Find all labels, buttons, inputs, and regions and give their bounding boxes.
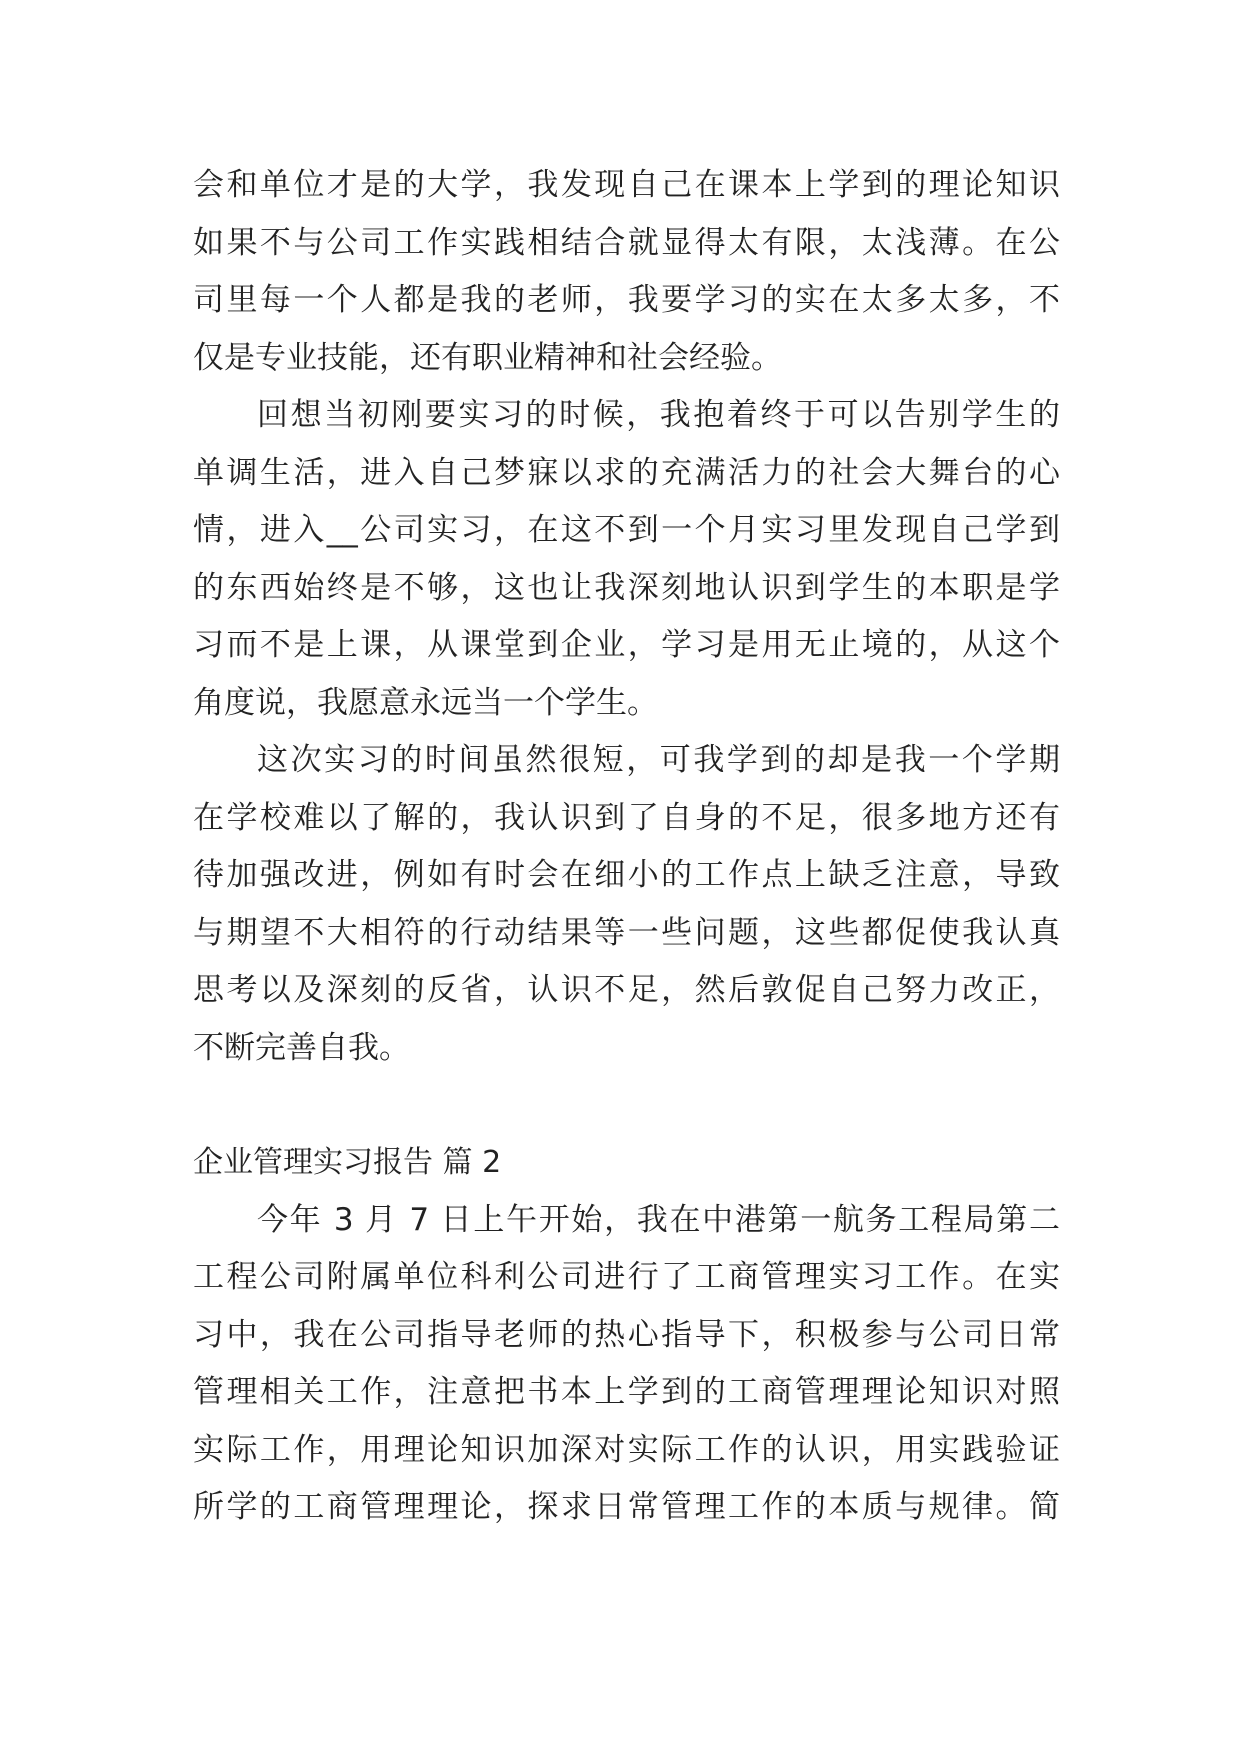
- text-line: 工程公司附属单位科利公司进行了工商管理实习工作。在实: [193, 1259, 1060, 1295]
- text-line: 单调生活，进入自己梦寐以求的充满活力的社会大舞台的心: [193, 454, 1060, 491]
- text-line: 与期望不大相符的行动结果等一些问题，这些都促使我认真: [193, 914, 1060, 951]
- text-line: 习中，我在公司指导老师的热心指导下，积极参与公司日常: [193, 1316, 1060, 1353]
- text-line: 实际工作，用理论知识加深对实际工作的认识，用实践验证: [193, 1431, 1060, 1468]
- paragraph: [193, 732, 1060, 1077]
- text-line: 思考以及深刻的反省，认识不足，然后敦促自己努力改正，: [193, 972, 1060, 1008]
- text-line: 仅是专业技能，还有职业精神和社会经验。: [193, 339, 782, 376]
- text-line: 这次实习的时间虽然很短，可我学到的却是我一个学期: [257, 742, 1060, 778]
- section-heading: 企业管理实习报告 篇 2: [193, 1145, 502, 1180]
- text-line: 待加强改进，例如有时会在细小的工作点上缺乏注意，导致: [193, 857, 1060, 893]
- text-line: 管理相关工作，注意把书本上学到的工商管理理论知识对照: [193, 1374, 1060, 1410]
- paragraph: [193, 157, 1060, 387]
- document-body: [193, 157, 1060, 1537]
- paragraph: [193, 387, 1060, 732]
- text-line: 不断完善自我。: [193, 1029, 410, 1066]
- text-line: 的东西始终是不够，这也让我深刻地认识到学生的本职是学: [193, 569, 1060, 606]
- text-line: 司里每一个人都是我的老师，我要学习的实在太多太多，不: [193, 282, 1060, 318]
- text-line: 会和单位才是的大学，我发现自己在课本上学到的理论知识: [193, 167, 1060, 203]
- text-line: 在学校难以了解的，我认识到了自身的不足，很多地方还有: [193, 799, 1060, 836]
- paragraph: [193, 1192, 1060, 1537]
- text-line: 习而不是上课，从课堂到企业，学习是用无止境的，从这个: [193, 627, 1060, 663]
- text-line: 情，进入__公司实习，在这不到一个月实习里发现自己学到: [193, 512, 1060, 548]
- text-line: 角度说，我愿意永远当一个学生。: [193, 684, 658, 721]
- text-line: 所学的工商管理理论，探求日常管理工作的本质与规律。简: [193, 1489, 1060, 1525]
- text-line: 如果不与公司工作实践相结合就显得太有限，太浅薄。在公: [193, 224, 1060, 261]
- text-line: 今年 3 月 7 日上午开始，我在中港第一航务工程局第二: [257, 1201, 1060, 1238]
- text-line: 回想当初刚要实习的时候，我抱着终于可以告别学生的: [257, 397, 1060, 433]
